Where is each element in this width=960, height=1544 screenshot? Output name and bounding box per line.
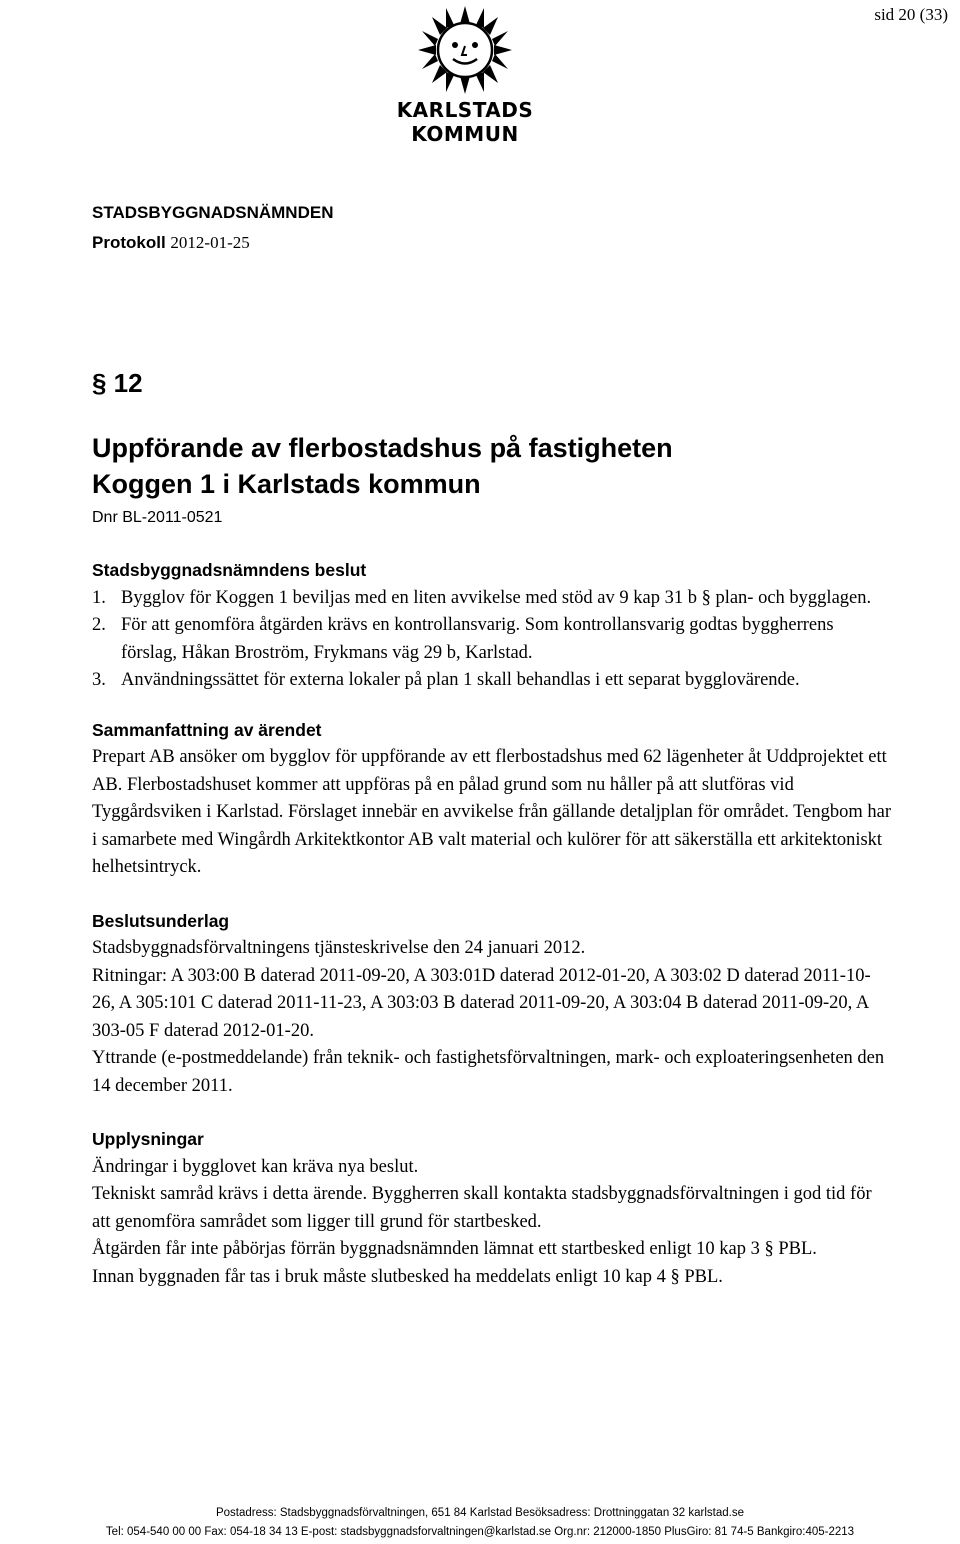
decision-list xyxy=(92,585,892,695)
page-title-line2: Koggen 1 i Karlstads kommun xyxy=(92,469,481,499)
decision-heading: Stadsbyggnadsnämndens beslut xyxy=(92,560,367,580)
info-paragraph: Innan byggnaden får tas i bruk måste slutbesked ha meddelats enligt 10 kap 4 § PBL. xyxy=(92,1266,723,1287)
logo-text: KARLSTADS KOMMUN xyxy=(396,98,534,146)
section-number: § 12 xyxy=(92,368,143,398)
footer-contact: Tel: 054-540 00 00 Fax: 054-18 34 13 E-post: stadsbyggnadsforvaltningen@karlstad.se Org.nr: 212000-1850 PlusGiro: 81 74-5 Bankgiro:405-2213 xyxy=(105,1526,855,1538)
protocol-line xyxy=(92,233,250,253)
page-number: sid 20 (33) xyxy=(874,5,948,24)
list-item-text: Bygglov för Koggen 1 beviljas med en liten avvikelse med stöd av 9 kap 31 b § plan- och bygglagen. xyxy=(121,587,872,608)
list-item-text: För att genomföra åtgärden krävs en kontrollansvarig. Som kontrollansvarig godtas byggherrens förslag, Håkan Broström, Frykmans väg 29 b, Karlstad. xyxy=(121,615,834,663)
info-paragraph: Ändringar i bygglovet kan kräva nya beslut. xyxy=(92,1156,419,1177)
list-item-number: 1. xyxy=(92,587,106,608)
case-number: Dnr BL-2011-0521 xyxy=(92,509,223,526)
basis-heading: Beslutsunderlag xyxy=(92,910,230,931)
sun-logo-icon xyxy=(410,4,520,96)
basis-paragraph: Stadsbyggnadsförvaltningens tjänsteskrivelse den 24 januari 2012. xyxy=(92,938,586,958)
basis-paragraph: Ritningar: A 303:00 B daterad 2011-09-20, A 303:01D daterad 2012-01-20, A 303:02 D daterad 2011-10-26, A 305:101 C daterad 2011-11-23, A 303:03 B daterad 2011-09-20, A 303:04 B daterad 2011-09-20, A 303-05 F daterad 2012-01-20. xyxy=(92,965,871,1041)
board-name: STADSBYGGNADSNÄMNDEN xyxy=(92,203,334,222)
karlstads-kommun-logo xyxy=(340,4,590,146)
list-item xyxy=(92,667,892,695)
summary-heading: Sammanfattning av ärendet xyxy=(92,719,322,740)
info-heading: Upplysningar xyxy=(92,1129,204,1149)
list-item xyxy=(92,612,892,667)
page-title xyxy=(92,430,673,502)
protocol-date: 2012-01-25 xyxy=(170,233,250,252)
list-item xyxy=(92,585,892,613)
list-item-number: 3. xyxy=(92,670,106,690)
page-title-line1: Uppförande av flerbostadshus på fastigheten xyxy=(92,433,673,463)
summary-text: Prepart AB ansöker om bygglov för uppförande av ett flerbostadshus med 62 lägenheter åt Uddprojektet ett AB. Flerbostadshuset kommer att uppföras på en pålad grund som nu håller på att slutföras vid Tyggårdsviken i Karlstad. Förslaget innebär en avvikelse från gällande detaljplan för området. Tengbom har i samarbete med Wingårdh Arkitektkontor AB valt material och kulörer för att säkerställa ett arkitektoniskt helhetsintryck. xyxy=(92,747,891,877)
info-paragraph: Åtgärden får inte påbörjas förrän byggnadsnämnden lämnat ett startbesked enligt 10 kap 3 § PBL. xyxy=(92,1239,817,1259)
document-body xyxy=(92,557,892,1291)
footer-address: Postadress: Stadsbyggnadsförvaltningen, 651 84 Karlstad Besöksadress: Drottninggatan 32 karlstad.se xyxy=(215,1507,745,1519)
info-paragraph: Tekniskt samråd krävs i detta ärende. Byggherren skall kontakta stadsbyggnadsförvaltningen i god tid för att genomföra samrådet som ligger till grund för startbesked. xyxy=(92,1184,872,1232)
basis-paragraph: Yttrande (e-postmeddelande) från teknik- och fastighetsförvaltningen, mark- och exploateringsenheten den 14 december 2011. xyxy=(92,1048,885,1096)
list-item-text: Användningssättet för externa lokaler på plan 1 skall behandlas i ett separat bygglovärende. xyxy=(121,670,800,690)
protocol-label: Protokoll xyxy=(92,233,166,252)
list-item-number: 2. xyxy=(92,615,106,635)
